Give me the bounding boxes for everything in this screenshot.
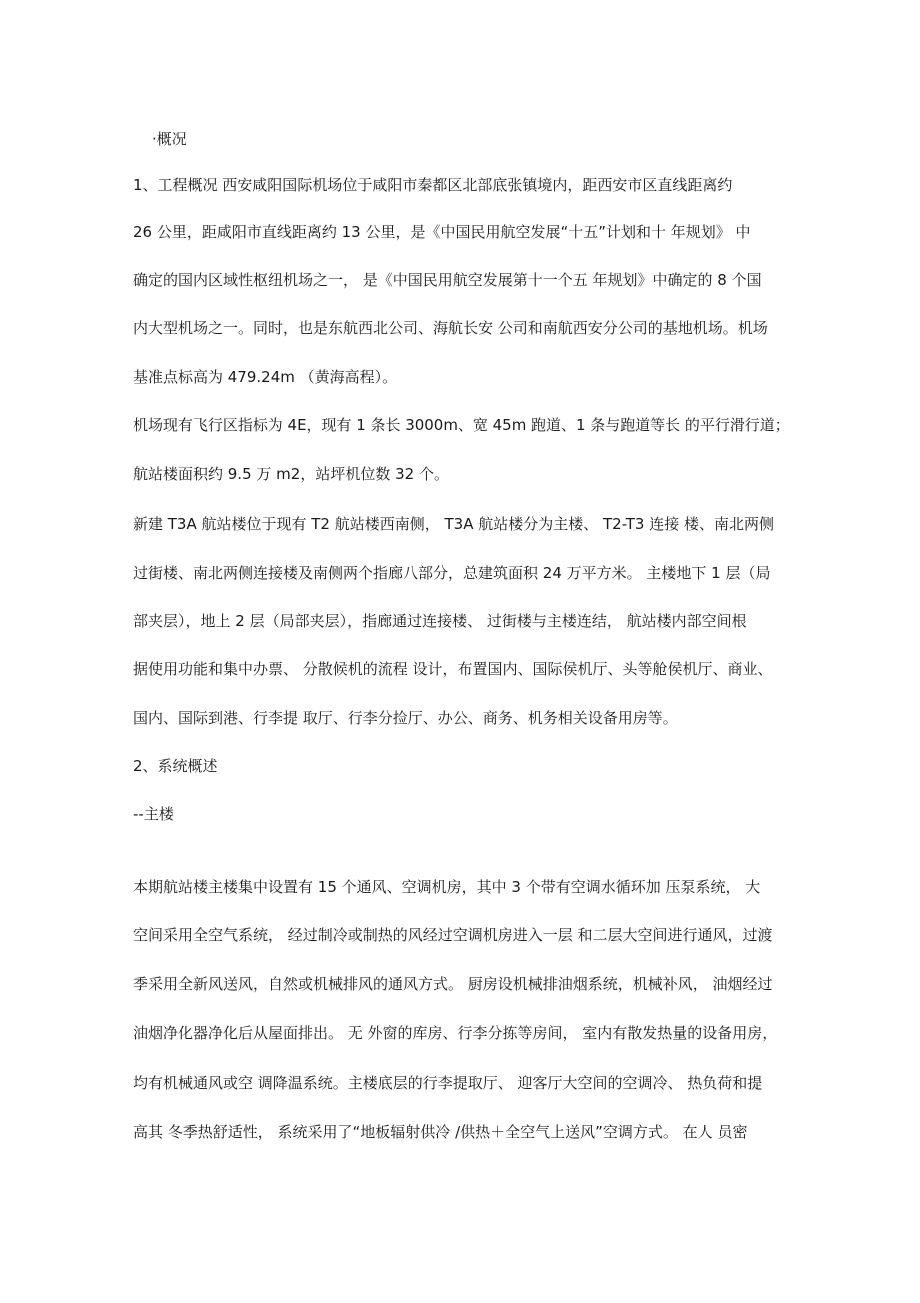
paragraph-line: 基准点标高为 479.24m （黄海高程）。 [133, 368, 398, 386]
paragraph-line: 新建 T3A 航站楼位于现有 T2 航站楼西南侧， T3A 航站楼分为主楼、 T2-T3 连接 楼、南北两侧 [133, 515, 775, 533]
paragraph-line: 航站楼面积约 9.5 万 m2，站坪机位数 32 个。 [133, 465, 449, 483]
paragraph-line: 26 公里，距咸阳市直线距离约 13 公里，是《中国民用航空发展“十五”计划和十 年规划》 中 [133, 223, 751, 241]
paragraph-line: 1、工程概况 西安咸阳国际机场位于咸阳市秦都区北部底张镇境内，距西安市区直线距离约 [133, 176, 733, 194]
paragraph-line: 空间采用全空气系统， 经过制冷或制热的风经过空调机房进入一层 和二层大空间进行通风，过渡 [133, 926, 773, 944]
paragraph-line: 确定的国内区域性枢纽机场之一， 是《中国民用航空发展第十一个五 年规划》中确定的 8 个国 [133, 271, 762, 289]
paragraph-line: 部夹层），地上 2 层（局部夹层），指廊通过连接楼、 过街楼与主楼连结， 航站楼内部空间根 [133, 612, 747, 630]
paragraph-line: 据使用功能和集中办票、 分散候机的流程 设计，布置国内、国际侯机厅、头等舱侯机厅、商业、 [133, 660, 773, 678]
paragraph-line: 内大型机场之一。同时，也是东航西北公司、海航长安 公司和南航西安分公司的基地机场。机场 [133, 319, 768, 337]
paragraph-line: 机场现有飞行区指标为 4E，现有 1 条长 3000m、宽 45m 跑道、1 条与跑道等长 的平行滑行道； [133, 416, 790, 434]
paragraph-line: 国内、国际到港、行李提 取厅、行李分捡厅、办公、商务、机务相关设备用房等。 [133, 709, 678, 727]
subsection-heading: --主楼 [133, 805, 174, 823]
section-heading: 2、系统概述 [133, 757, 218, 775]
section-heading: ·概况 [152, 130, 187, 148]
paragraph-line: 高其 冬季热舒适性， 系统采用了“地板辐射供冷 /供热＋全空气上送风”空调方式。 在人 员密 [133, 1123, 748, 1141]
paragraph-line: 本期航站楼主楼集中设置有 15 个通风、空调机房，其中 3 个带有空调水循环加 压泵系统， 大 [133, 878, 761, 896]
paragraph-line: 油烟净化器净化后从屋面排出。 无 外窗的库房、行李分拣等房间， 室内有散发热量的设备用房， [133, 1024, 778, 1042]
paragraph-line: 过街楼、南北两侧连接楼及南侧两个指廊八部分，总建筑面积 24 万平方米。 主楼地下 1 层（局 [133, 564, 771, 582]
paragraph-line: 均有机械通风或空 调降温系统。主楼底层的行李提取厅、 迎客厅大空间的空调冷、 热负荷和提 [133, 1074, 763, 1092]
paragraph-line: 季采用全新风送风，自然或机械排风的通风方式。 厨房设机械排油烟系统，机械补风， 油烟经过 [133, 975, 773, 993]
